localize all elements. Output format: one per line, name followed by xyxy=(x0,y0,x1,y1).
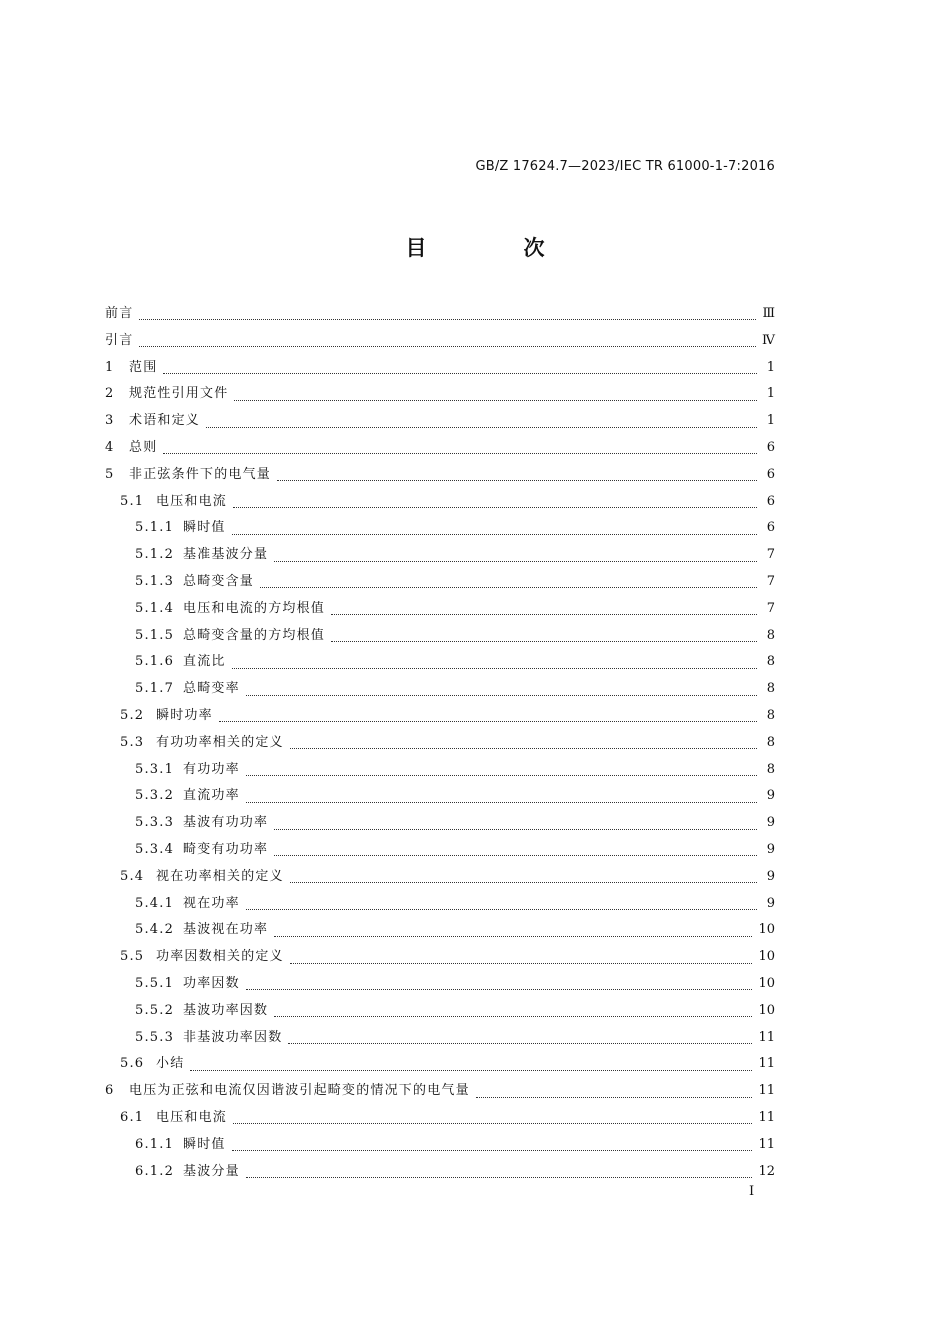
toc-entry-page: 10 xyxy=(758,975,775,991)
toc-entry-number: 5.5.1 xyxy=(135,975,175,991)
toc-entry-title: 畸变有功功率 xyxy=(183,841,269,857)
toc-entry[interactable] xyxy=(105,1026,775,1053)
toc-entry-number: 5.5.2 xyxy=(135,1002,175,1018)
toc-entry-number: 5.3 xyxy=(120,734,145,750)
toc-entry-title: 瞬时功率 xyxy=(156,707,213,723)
toc-entry-number: 5.1.7 xyxy=(135,681,175,697)
toc-entry[interactable] xyxy=(105,892,775,919)
toc-entry[interactable] xyxy=(105,1133,775,1160)
dot-leader xyxy=(274,854,757,856)
toc-entry[interactable] xyxy=(105,677,775,704)
toc-entry-page: 9 xyxy=(766,788,775,804)
toc-entry[interactable] xyxy=(105,1106,775,1133)
toc-entry[interactable] xyxy=(105,516,775,543)
toc-entry-number: 5.4.2 xyxy=(135,922,175,938)
toc-entry[interactable] xyxy=(105,463,775,490)
toc-entry-page: 6 xyxy=(766,439,775,455)
toc-entry-number: 5.3.1 xyxy=(135,761,175,777)
dot-leader xyxy=(219,720,757,722)
toc-entry-number: 5.4 xyxy=(120,868,145,884)
toc-entry-number: 5 xyxy=(105,466,115,482)
toc-entry-title: 基波功率因数 xyxy=(183,1002,269,1018)
dot-leader xyxy=(274,935,752,937)
toc-entry-page: 7 xyxy=(766,547,775,563)
dot-leader xyxy=(290,747,757,749)
toc-entry-page: 7 xyxy=(766,600,775,616)
toc-entry-page: 11 xyxy=(758,1083,775,1099)
toc-entry[interactable] xyxy=(105,570,775,597)
dot-leader xyxy=(233,1122,752,1124)
dot-leader xyxy=(139,318,756,320)
toc-entry-number: 6.1 xyxy=(120,1109,145,1125)
toc-entry[interactable] xyxy=(105,490,775,517)
toc-entry-title: 基波有功功率 xyxy=(183,815,269,831)
toc-entry-title: 直流功率 xyxy=(183,788,240,804)
toc-entry-title: 功率因数相关的定义 xyxy=(156,949,284,965)
toc-entry-number: 5.1.3 xyxy=(135,573,175,589)
toc-entry-title: 电压和电流的方均根值 xyxy=(183,600,326,616)
toc-entry-title: 瞬时值 xyxy=(183,520,226,536)
toc-entry-title: 电压为正弦和电流仅因谐波引起畸变的情况下的电气量 xyxy=(129,1083,470,1099)
toc-entry[interactable] xyxy=(105,838,775,865)
toc-entry[interactable] xyxy=(105,302,775,329)
toc-entry-number: 5.1.4 xyxy=(135,600,175,616)
dot-leader xyxy=(246,774,757,776)
toc-entry-number: 5.5.3 xyxy=(135,1029,175,1045)
dot-leader xyxy=(288,1042,752,1044)
toc-entry-page: 1 xyxy=(766,413,775,429)
toc-entry-number: 4 xyxy=(105,439,115,455)
dot-leader xyxy=(246,1176,753,1178)
toc-entry-title: 基准基波分量 xyxy=(183,547,269,563)
toc-entry[interactable] xyxy=(105,999,775,1026)
toc-entry-title: 引言 xyxy=(105,332,134,348)
toc-entry-page: 6 xyxy=(766,520,775,536)
toc-entry[interactable] xyxy=(105,918,775,945)
toc-entry-title: 规范性引用文件 xyxy=(129,386,229,402)
dot-leader xyxy=(232,1149,753,1151)
toc-entry-page: 8 xyxy=(766,707,775,723)
toc-entry[interactable] xyxy=(105,945,775,972)
toc-entry-page: Ⅲ xyxy=(762,306,775,321)
dot-leader xyxy=(246,801,757,803)
toc-entry-page: 6 xyxy=(766,493,775,509)
toc-entry-title: 瞬时值 xyxy=(183,1136,226,1152)
toc-entry-number: 5.1.6 xyxy=(135,654,175,670)
toc-entry[interactable] xyxy=(105,1079,775,1106)
toc-entry[interactable] xyxy=(105,624,775,651)
toc-entry-page: 8 xyxy=(766,734,775,750)
toc-entry-title: 视在功率相关的定义 xyxy=(156,868,284,884)
dot-leader xyxy=(246,988,753,990)
toc-entry[interactable] xyxy=(105,329,775,356)
toc-entry-number: 5.1 xyxy=(120,493,145,509)
dot-leader xyxy=(331,640,757,642)
dot-leader xyxy=(206,426,757,428)
dot-leader xyxy=(274,828,757,830)
dot-leader xyxy=(232,533,757,535)
dot-leader xyxy=(274,560,757,562)
toc-entry-number: 2 xyxy=(105,386,115,402)
toc-entry-title: 基波分量 xyxy=(183,1163,240,1179)
toc-entry-page: 1 xyxy=(766,386,775,402)
toc-entry-title: 总畸变含量的方均根值 xyxy=(183,627,326,643)
toc-entry[interactable] xyxy=(105,972,775,999)
dot-leader xyxy=(232,667,757,669)
toc-entry-page: 9 xyxy=(766,868,775,884)
toc-entry-title: 电压和电流 xyxy=(156,1109,228,1125)
dot-leader xyxy=(246,908,757,910)
toc-entry-number: 5.1.5 xyxy=(135,627,175,643)
toc-entry-title: 直流比 xyxy=(183,654,226,670)
toc-entry[interactable] xyxy=(105,811,775,838)
toc-entry-number: 5.3.4 xyxy=(135,841,175,857)
toc-entry-number: 5.2 xyxy=(120,707,145,723)
dot-leader xyxy=(246,694,757,696)
toc-entry[interactable] xyxy=(105,597,775,624)
dot-leader xyxy=(274,1015,752,1017)
toc-entry-number: 3 xyxy=(105,413,115,429)
toc-entry-number: 6.1.2 xyxy=(135,1163,175,1179)
toc-entry-number: 5.1.1 xyxy=(135,520,175,536)
standard-code: GB/Z 17624.7—2023/IEC TR 61000-1-7:2016 xyxy=(475,159,775,174)
toc-entry-title: 非正弦条件下的电气量 xyxy=(129,466,272,482)
toc-entry[interactable] xyxy=(105,650,775,677)
toc-entry-number: 5.1.2 xyxy=(135,547,175,563)
toc-entry-title: 总畸变含量 xyxy=(183,573,255,589)
dot-leader xyxy=(233,506,757,508)
toc-entry-page: 6 xyxy=(766,466,775,482)
dot-leader xyxy=(331,613,757,615)
toc-entry[interactable] xyxy=(105,731,775,758)
toc-entry[interactable] xyxy=(105,784,775,811)
toc-entry-title: 功率因数 xyxy=(183,975,240,991)
toc-entry-number: 5.3.2 xyxy=(135,788,175,804)
toc-entry-number: 5.4.1 xyxy=(135,895,175,911)
toc-entry-title: 小结 xyxy=(156,1056,185,1072)
toc-entry-number: 6 xyxy=(105,1083,115,1099)
toc-entry[interactable] xyxy=(105,704,775,731)
toc-entry[interactable] xyxy=(105,1160,775,1187)
toc-entry-title: 术语和定义 xyxy=(129,413,201,429)
dot-leader xyxy=(163,372,757,374)
toc-entry[interactable] xyxy=(105,1052,775,1079)
dot-leader xyxy=(234,399,757,401)
toc-entry[interactable] xyxy=(105,865,775,892)
toc-entry-title: 有功功率相关的定义 xyxy=(156,734,284,750)
dot-leader xyxy=(139,345,756,347)
toc-entry-page: 10 xyxy=(758,922,775,938)
toc-entry-page: 10 xyxy=(758,1002,775,1018)
toc-entry-page: 8 xyxy=(766,654,775,670)
toc-entry-title: 电压和电流 xyxy=(156,493,228,509)
dot-leader xyxy=(277,479,757,481)
toc-entry-title: 范围 xyxy=(129,359,158,375)
toc-entry[interactable] xyxy=(105,436,775,463)
dot-leader xyxy=(190,1069,752,1071)
toc-entry-page: 11 xyxy=(758,1029,775,1045)
table-of-contents xyxy=(105,302,775,1186)
toc-entry[interactable] xyxy=(105,356,775,383)
toc-entry-page: 11 xyxy=(758,1109,775,1125)
toc-entry-title: 总则 xyxy=(129,439,158,455)
toc-entry-page: 11 xyxy=(758,1136,775,1152)
toc-entry-title: 非基波功率因数 xyxy=(183,1029,283,1045)
toc-entry-number: 1 xyxy=(105,359,115,375)
toc-entry[interactable] xyxy=(105,543,775,570)
toc-entry-title: 前言 xyxy=(105,306,134,321)
toc-entry-number: 5.5 xyxy=(120,949,145,965)
toc-entry-page: 8 xyxy=(766,681,775,697)
toc-entry-page: Ⅳ xyxy=(762,332,775,348)
toc-entry-number: 6.1.1 xyxy=(135,1136,175,1152)
toc-entry[interactable] xyxy=(105,409,775,436)
toc-title: 目 次 xyxy=(405,236,583,260)
toc-entry-page: 7 xyxy=(766,573,775,589)
toc-entry-number: 5.3.3 xyxy=(135,815,175,831)
dot-leader xyxy=(476,1096,753,1098)
toc-entry-number: 5.6 xyxy=(120,1056,145,1072)
page-number: I xyxy=(749,1184,755,1199)
toc-entry[interactable] xyxy=(105,382,775,409)
toc-entry-page: 9 xyxy=(766,841,775,857)
dot-leader xyxy=(163,452,757,454)
toc-entry-page: 8 xyxy=(766,761,775,777)
toc-entry-title: 基波视在功率 xyxy=(183,922,269,938)
dot-leader xyxy=(290,962,753,964)
dot-leader xyxy=(260,586,757,588)
toc-entry-title: 视在功率 xyxy=(183,895,240,911)
toc-entry-page: 9 xyxy=(766,895,775,911)
toc-entry-page: 12 xyxy=(758,1163,775,1179)
toc-entry-title: 有功功率 xyxy=(183,761,240,777)
toc-entry-page: 11 xyxy=(758,1056,775,1072)
toc-entry[interactable] xyxy=(105,758,775,785)
toc-entry-page: 10 xyxy=(758,949,775,965)
toc-entry-page: 9 xyxy=(766,815,775,831)
dot-leader xyxy=(290,881,757,883)
toc-entry-title: 总畸变率 xyxy=(183,681,240,697)
toc-entry-page: 1 xyxy=(766,359,775,375)
toc-entry-page: 8 xyxy=(766,627,775,643)
